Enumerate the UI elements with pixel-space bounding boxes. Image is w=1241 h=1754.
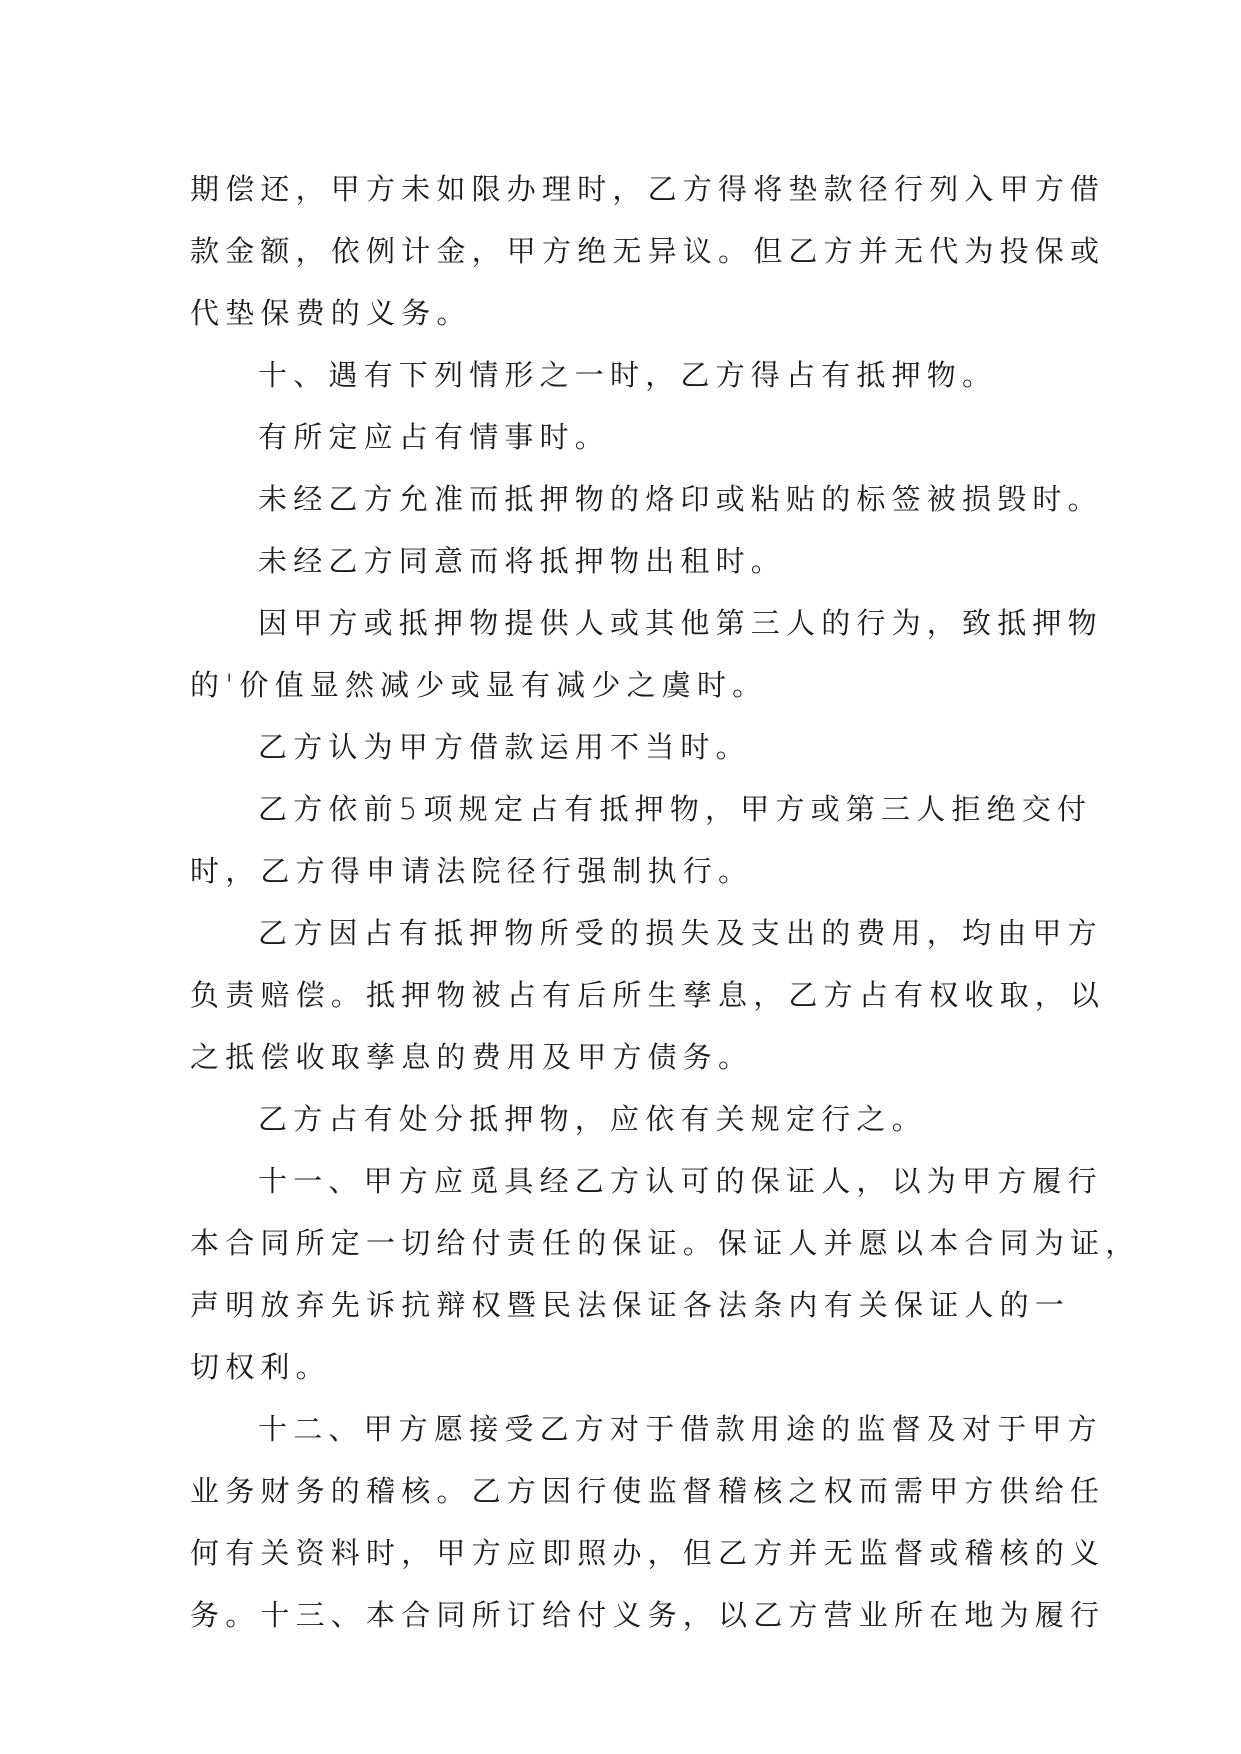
text-line: 业务财务的稽核。乙方因行使监督稽核之权而需甲方供给任 — [190, 1474, 1106, 1508]
text-line: 负责赔偿。抵押物被占有后所生孳息，乙方占有权收取，以 — [190, 978, 1106, 1012]
text-line: 乙方认为甲方借款运用不当时。 — [258, 730, 751, 764]
contract-body-text — [190, 158, 1141, 1646]
text-line: 本合同所定一切给付责任的保证。保证人并愿以本合同为证， — [190, 1226, 1141, 1260]
text-line: 声明放弃先诉抗辩权暨民法保证各法条内有关保证人的一 — [190, 1288, 1071, 1322]
text-line: 切权利。 — [190, 1350, 331, 1384]
text-line: 有所定应占有情事时。 — [258, 420, 611, 454]
text-line: 时，乙方得申请法院径行强制执行。 — [190, 854, 754, 888]
text-line: 十二、甲方愿接受乙方对于借款用途的监督及对于甲方 — [258, 1412, 1103, 1446]
text-line: 的'价值显然减少或显有减少之虞时。 — [190, 668, 768, 702]
text-line: 十一、甲方应觅具经乙方认可的保证人，以为甲方履行 — [258, 1164, 1103, 1198]
text-line: 乙方依前5项规定占有抵押物，甲方或第三人拒绝交付 — [258, 792, 1093, 826]
text-line: 未经乙方允准而抵押物的烙印或粘贴的标签被损毁时。 — [258, 482, 1103, 516]
text-line: 乙方因占有抵押物所受的损失及支出的费用，均由甲方 — [258, 916, 1103, 950]
text-line: 何有关资料时，甲方应即照办，但乙方并无监督或稽核的义 — [190, 1536, 1106, 1570]
text-line: 务。十三、本合同所订给付义务，以乙方营业所在地为履行 — [190, 1598, 1106, 1632]
text-line: 之抵偿收取孳息的费用及甲方债务。 — [190, 1040, 754, 1074]
text-line: 十、遇有下列情形之一时，乙方得占有抵押物。 — [258, 358, 998, 392]
text-line: 未经乙方同意而将抵押物出租时。 — [258, 544, 787, 578]
text-line: 因甲方或抵押物提供人或其他第三人的行为，致抵押物 — [258, 606, 1103, 640]
text-line: 代垫保费的义务。 — [190, 296, 472, 330]
text-line: 乙方占有处分抵押物，应依有关规定行之。 — [258, 1102, 927, 1136]
text-line: 期偿还，甲方未如限办理时，乙方得将垫款径行列入甲方借 — [190, 172, 1106, 206]
text-line: 款金额，依例计金，甲方绝无异议。但乙方并无代为投保或 — [190, 234, 1106, 268]
